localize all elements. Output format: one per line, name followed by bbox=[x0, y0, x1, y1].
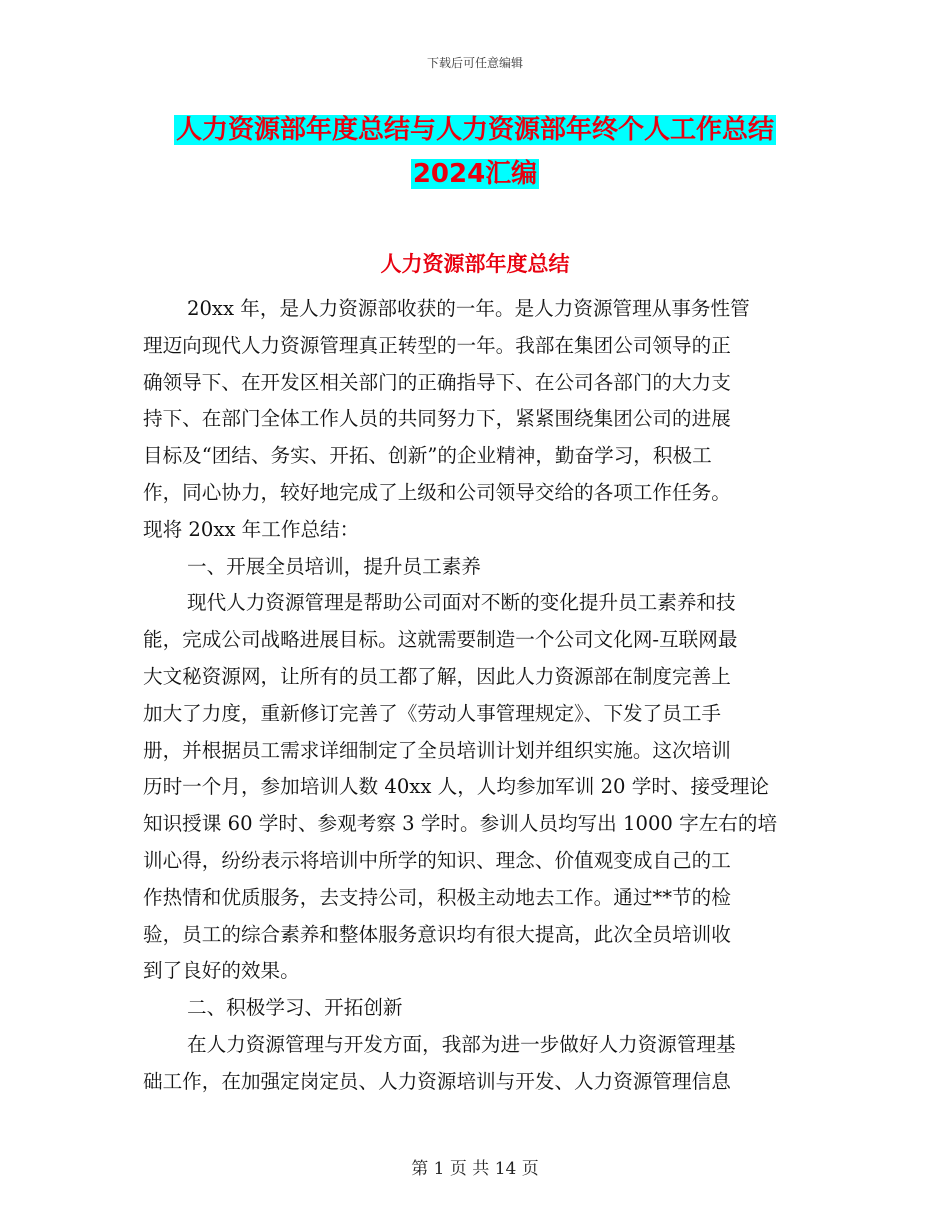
subheading-2: 二、积极学习、开拓创新 bbox=[187, 996, 403, 1020]
body-line: 20xx 年，是人力资源部收获的一年。是人力资源管理从事务性管 bbox=[187, 297, 750, 320]
subheading-1: 一、开展全员培训，提升员工素养 bbox=[187, 554, 481, 578]
body-line: 持下、在部门全体工作人员的共同努力下，紧紧围绕集团公司的进展 bbox=[143, 407, 731, 431]
body-text bbox=[143, 291, 809, 1101]
body-line: 到了良好的效果。 bbox=[143, 959, 300, 983]
body-line: 训心得，纷纷表示将培训中所学的知识、理念、价值观变成自己的工 bbox=[143, 848, 731, 872]
document-title bbox=[0, 108, 950, 196]
body-line: 册，并根据员工需求详细制定了全员培训计划并组织实施。这次培训 bbox=[143, 738, 731, 762]
body-line: 现代人力资源管理是帮助公司面对不断的变化提升员工素养和技 bbox=[187, 591, 736, 615]
body-line: 大文秘资源网，让所有的员工都了解，因此人力资源部在制度完善上 bbox=[143, 664, 731, 688]
body-line: 在人力资源管理与开发方面，我部为进一步做好人力资源管理基 bbox=[187, 1032, 736, 1056]
section-title: 人力资源部年度总结 bbox=[380, 252, 570, 276]
body-line: 目标及“团结、务实、开拓、创新”的企业精神，勤奋学习，积极工 bbox=[143, 444, 712, 468]
body-line: 历时一个月，参加培训人数 40xx 人，人均参加军训 20 学时、接受理论 bbox=[143, 775, 769, 799]
body-line: 作，同心协力，较好地完成了上级和公司领导交给的各项工作任务。 bbox=[143, 480, 731, 504]
body-line: 验，员工的综合素养和整体服务意识均有很大提高，此次全员培训收 bbox=[143, 922, 731, 946]
body-line: 现将 20xx 年工作总结： bbox=[143, 517, 360, 541]
body-line: 知识授课 60 学时、参观考察 3 学时。参训人员均写出 1000 字左右的培 bbox=[143, 812, 778, 836]
body-line: 确领导下、在开发区相关部门的正确指导下、在公司各部门的大力支 bbox=[143, 370, 731, 394]
body-line: 加大了力度，重新修订完善了《劳动人事管理规定》、下发了员工手 bbox=[143, 701, 722, 725]
body-line: 作热情和优质服务，去支持公司，积极主动地去工作。通过**节的检 bbox=[143, 885, 731, 909]
title-line-2: 2024汇编 bbox=[412, 159, 538, 189]
page-footer: 第 1 页 共 14 页 bbox=[411, 1159, 539, 1179]
body-line: 能，完成公司战略进展目标。这就需要制造一个公司文化网-互联网最 bbox=[143, 628, 738, 652]
body-line: 础工作，在加强定岗定员、人力资源培训与开发、人力资源管理信息 bbox=[143, 1069, 731, 1093]
header-note: 下载后可任意编辑 bbox=[426, 56, 523, 70]
body-line: 理迈向现代人力资源管理真正转型的一年。我部在集团公司领导的正 bbox=[143, 333, 731, 357]
title-line-1: 人力资源部年度总结与人力资源部年终个人工作总结 bbox=[175, 115, 774, 145]
